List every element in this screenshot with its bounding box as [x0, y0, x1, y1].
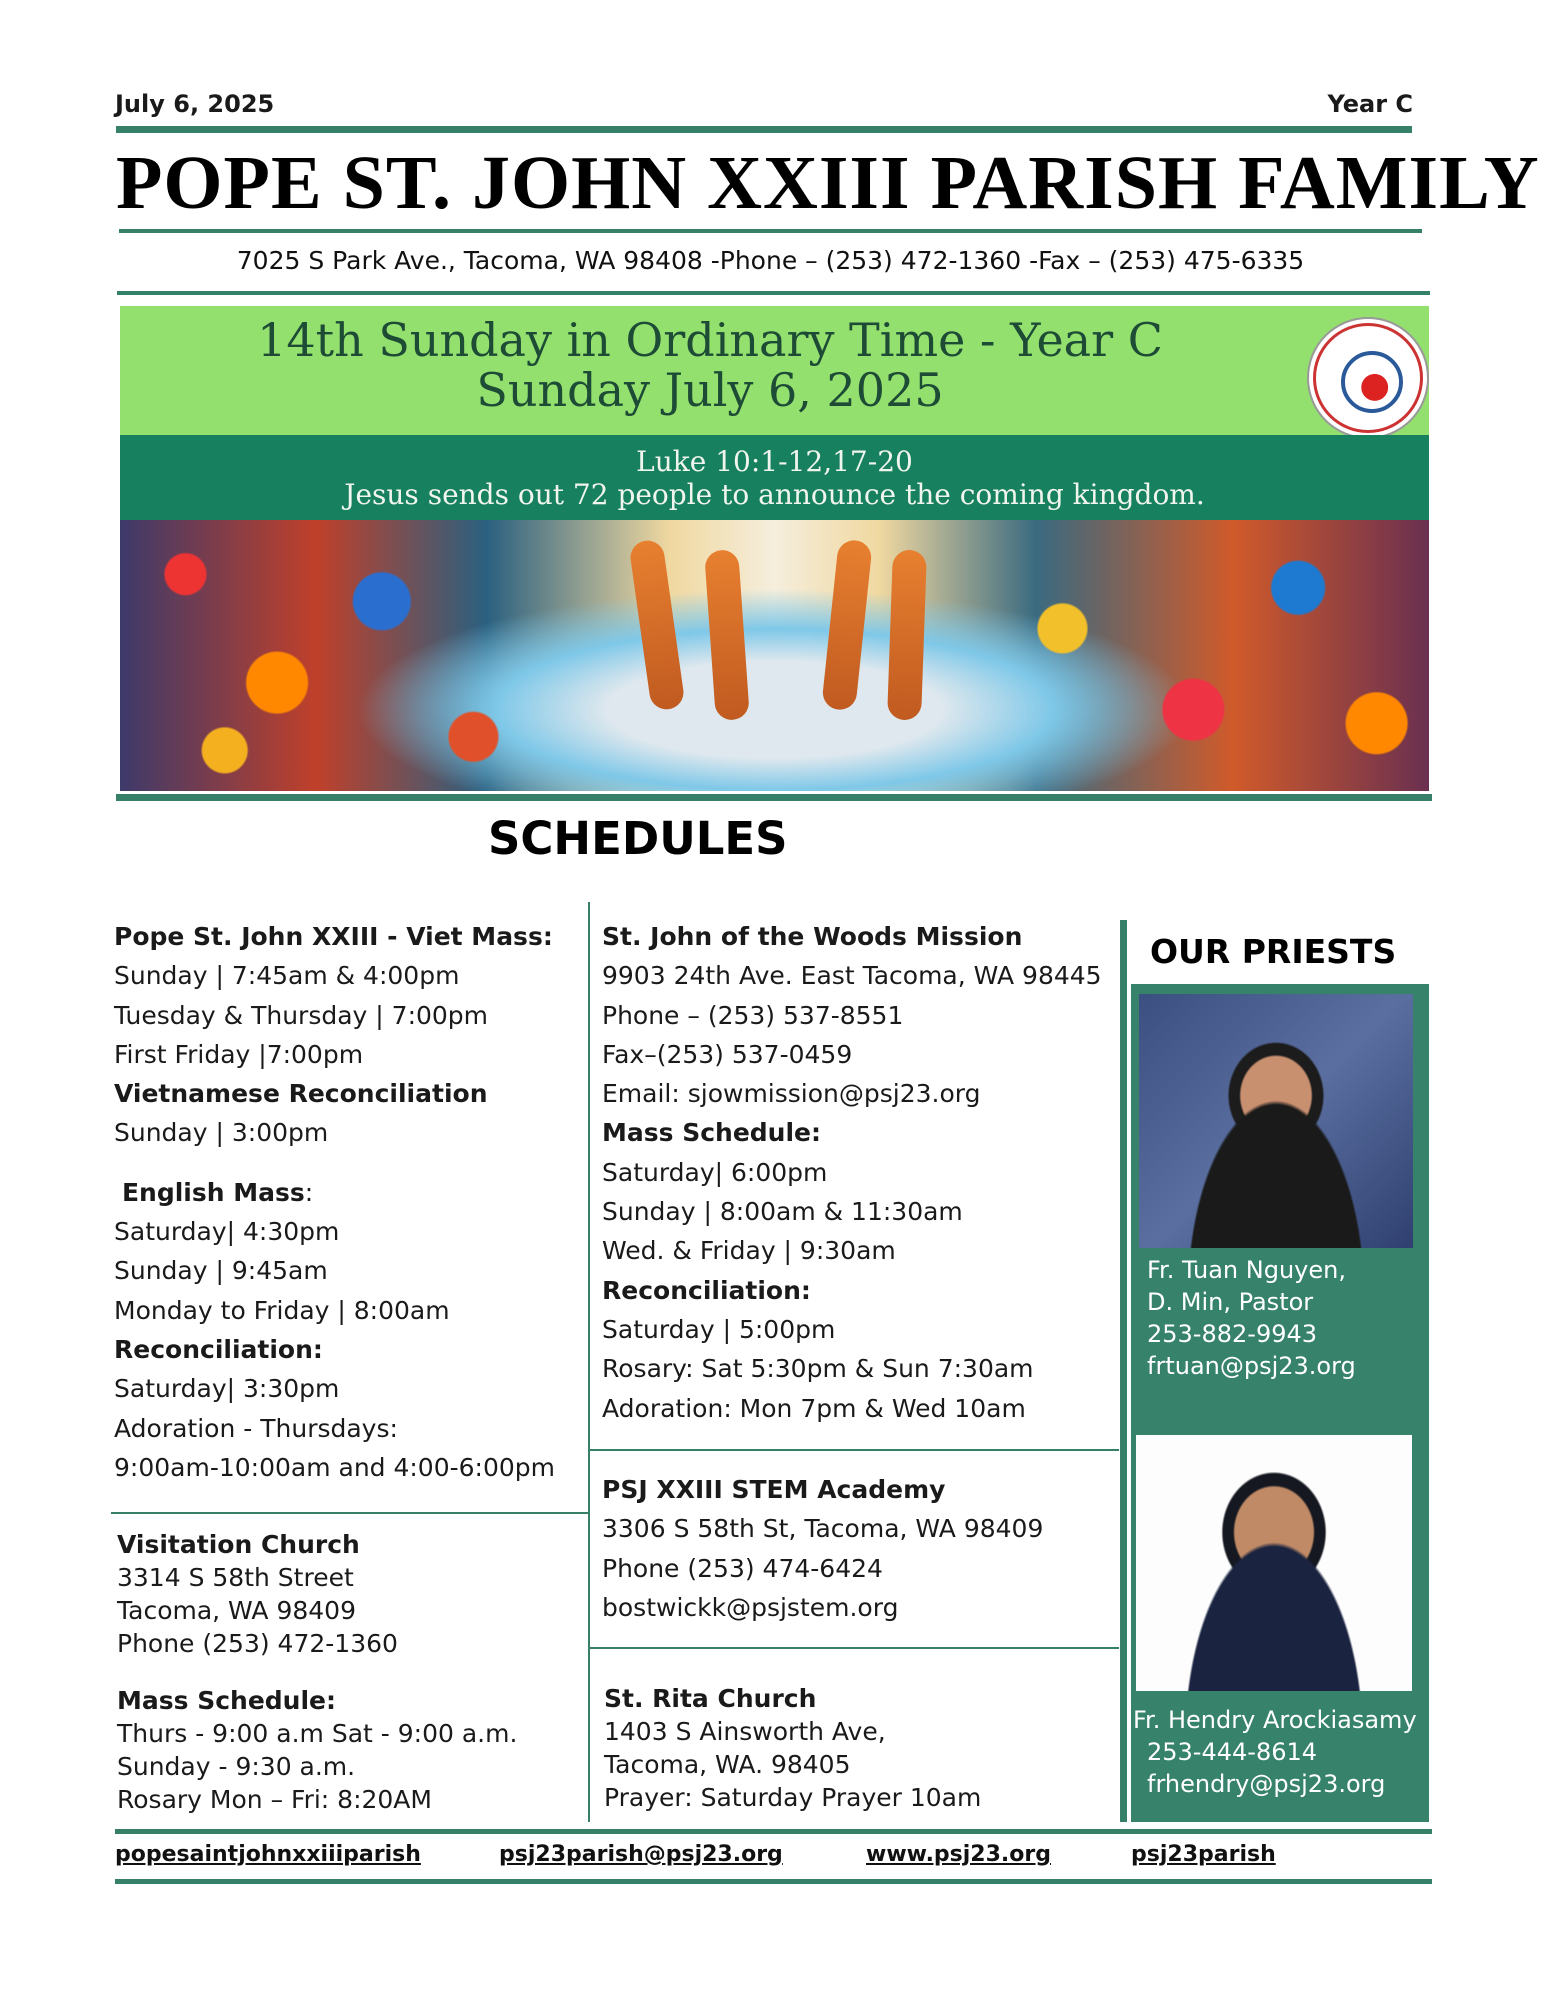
- schedule-line: Sunday - 9:30 a.m.: [117, 1752, 356, 1781]
- info-line: Email: sjowmission@psj23.org: [602, 1079, 981, 1109]
- banner-line1: 14th Sunday in Ordinary Time - Year C: [257, 313, 1163, 367]
- divider: [116, 794, 1432, 801]
- schedule-line: Sunday | 8:00am & 11:30am: [602, 1197, 963, 1227]
- schedule-line: Saturday| 6:00pm: [602, 1157, 828, 1187]
- priests-divider: [1120, 920, 1127, 1822]
- divider: [119, 229, 1422, 233]
- section-heading: PSJ XXIII STEM Academy: [602, 1475, 946, 1504]
- issue-date: July 6, 2025: [115, 90, 275, 118]
- info-line: bostwickk@psjstem.org: [602, 1592, 899, 1622]
- liturgical-year: Year C: [1327, 90, 1413, 118]
- divider: [115, 1879, 1432, 1884]
- gospel-summary: Jesus sends out 72 people to announce the coming kingdom.: [344, 478, 1205, 511]
- priest-email: frtuan@psj23.org: [1147, 1352, 1356, 1380]
- info-line: Fax–(253) 537-0459: [602, 1039, 853, 1069]
- priests-heading: OUR PRIESTS: [1150, 932, 1397, 971]
- priest-info-hendry: [1133, 1704, 1417, 1800]
- column-st-rita: [604, 1682, 981, 1814]
- facebook-link[interactable]: popesaintjohnxxiiiparish: [115, 1842, 421, 1867]
- priest-title: D. Min, Pastor: [1147, 1288, 1314, 1316]
- email-link[interactable]: psj23parish@psj23.org: [499, 1842, 783, 1867]
- website-link[interactable]: www.psj23.org: [866, 1842, 1051, 1867]
- schedule-line: Sunday | 3:00pm: [114, 1118, 329, 1148]
- gospel-band: [120, 435, 1429, 520]
- schedule-line: Saturday| 4:30pm: [114, 1217, 340, 1247]
- banner-artwork-image: [120, 520, 1429, 791]
- section-heading: Vietnamese Reconciliation: [114, 1079, 488, 1109]
- divider: [589, 1449, 1119, 1451]
- info-line: Phone (253) 472-1360: [117, 1629, 398, 1658]
- section-heading: Mass Schedule:: [117, 1686, 337, 1715]
- social-link[interactable]: psj23parish: [1131, 1842, 1276, 1867]
- priest-name: Fr. Tuan Nguyen,: [1147, 1256, 1346, 1284]
- section-heading: English Mass: [121, 1177, 305, 1207]
- schedule-line: Monday to Friday | 8:00am: [114, 1295, 450, 1325]
- schedule-line: Wed. & Friday | 9:30am: [602, 1236, 896, 1266]
- priest-email: frhendry@psj23.org: [1147, 1770, 1386, 1798]
- schedule-line: Tuesday & Thursday | 7:00pm: [114, 1000, 489, 1030]
- section-heading: Visitation Church: [117, 1530, 360, 1559]
- schedule-line: 9:00am-10:00am and 4:00-6:00pm: [114, 1452, 556, 1482]
- column-st-john-woods: [602, 917, 1102, 1428]
- divider: [589, 1647, 1119, 1649]
- info-line: 3306 S 58th St, Tacoma, WA 98409: [602, 1514, 1044, 1544]
- priest-phone: 253-444-8614: [1147, 1738, 1318, 1766]
- priest-phone: 253-882-9943: [1147, 1320, 1318, 1348]
- schedule-line: First Friday |7:00pm: [114, 1039, 364, 1069]
- section-heading: Mass Schedule:: [602, 1118, 822, 1148]
- parish-address: 7025 S Park Ave., Tacoma, WA 98408 -Phone – (253) 472-1360 -Fax – (253) 475-6335: [236, 246, 1305, 275]
- schedule-line: Adoration - Thursdays:: [114, 1413, 398, 1443]
- section-heading: St. Rita Church: [604, 1684, 817, 1713]
- column-pope-st-john: Pope St. John XXIII - Viet Mass: Sunday | 7:45am & 4:00pm Tuesday & Thursday | 7:00pm First Friday |7:00pm Vietnamese Reconciliation Sunday | 3:00pm English Mass: Saturday| 4:30pm Sunday | 9:45am Monday to Friday | 8:00am Reconciliation: Saturday| 3:30pm Adoration - Thursdays: 9:00am-10:00am and 4:00-6:00pm: [114, 917, 555, 1487]
- page-title: POPE ST. JOHN XXIII PARISH FAMILY: [116, 141, 1540, 225]
- priest-photo-hendry: [1136, 1435, 1412, 1691]
- schedule-line: Thurs - 9:00 a.m Sat - 9:00 a.m.: [117, 1719, 518, 1748]
- info-line: 3314 S 58th Street: [117, 1563, 354, 1592]
- schedule-line: Sunday | 7:45am & 4:00pm: [114, 961, 460, 991]
- column-divider: [588, 902, 590, 1822]
- column-visitation: [117, 1528, 517, 1816]
- schedule-line: Rosary: Sat 5:30pm & Sun 7:30am: [602, 1354, 1034, 1384]
- priest-info-tuan: [1147, 1254, 1356, 1382]
- divider: [116, 126, 1412, 133]
- gospel-reading: Luke 10:1-12,17-20: [636, 445, 913, 478]
- info-line: Phone (253) 474-6424: [602, 1553, 883, 1583]
- schedules-heading: SCHEDULES: [488, 812, 788, 865]
- schedule-line: Sunday | 9:45am: [114, 1256, 328, 1286]
- priest-name: Fr. Hendry Arockiasamy: [1133, 1706, 1417, 1734]
- divider: [111, 1512, 589, 1514]
- info-line: Tacoma, WA. 98405: [604, 1750, 851, 1779]
- schedule-line: Rosary Mon – Fri: 8:20AM: [117, 1785, 432, 1814]
- info-line: 1403 S Ainsworth Ave,: [604, 1717, 886, 1746]
- schedule-line: Saturday | 5:00pm: [602, 1314, 836, 1344]
- parish-seal-logo: [1313, 323, 1423, 433]
- divider: [115, 1829, 1432, 1834]
- info-line: Prayer: Saturday Prayer 10am: [604, 1783, 982, 1812]
- priest-photo-tuan: [1139, 994, 1413, 1248]
- banner-line2: Sunday July 6, 2025: [476, 363, 944, 417]
- info-line: 9903 24th Ave. East Tacoma, WA 98445: [602, 961, 1102, 991]
- info-line: Phone – (253) 537-8551: [602, 1000, 904, 1030]
- column-stem-academy: [602, 1470, 1043, 1627]
- schedule-line: Saturday| 3:30pm: [114, 1374, 340, 1404]
- divider: [117, 291, 1430, 295]
- sunday-banner: [120, 306, 1429, 435]
- section-heading: Reconciliation:: [602, 1275, 811, 1305]
- section-heading: Reconciliation:: [114, 1334, 323, 1364]
- section-heading: Pope St. John XXIII - Viet Mass:: [114, 922, 553, 951]
- schedule-line: Adoration: Mon 7pm & Wed 10am: [602, 1393, 1026, 1423]
- info-line: Tacoma, WA 98409: [117, 1596, 356, 1625]
- section-heading: St. John of the Woods Mission: [602, 922, 1023, 951]
